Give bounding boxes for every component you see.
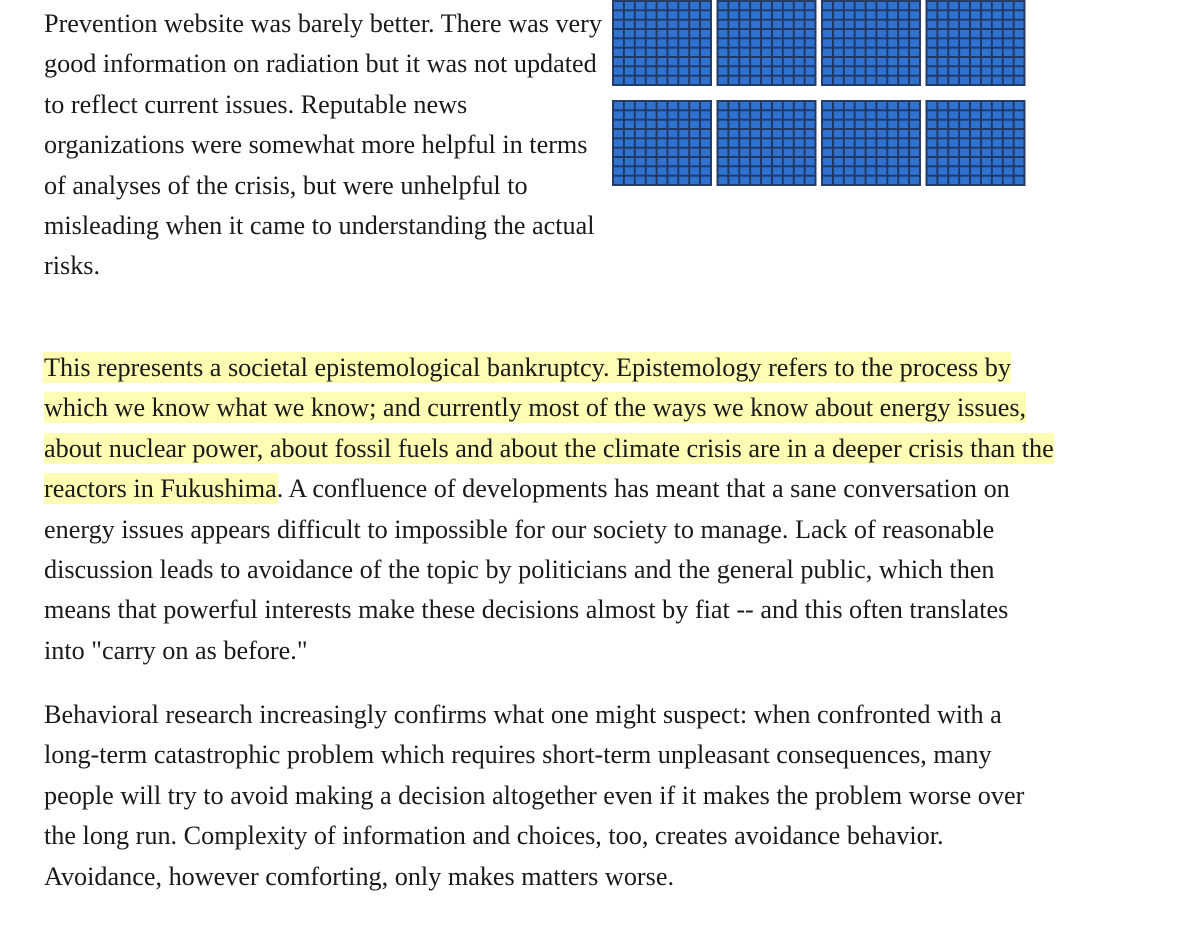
paragraph-intro: Prevention website was barely better. There was very good information on radiation but it was not updated to reflect current issues. Reputable news organizations were somewhat more helpful in terms of analyses of the crisis, but were unhelpful to misleading when it came to understanding the actual risks. — [44, 9, 602, 281]
paragraph-behavioral-research: Behavioral research increasingly confirms what one might suspect: when confronted with a long-term catastrophic problem which requires short-term unpleasant consequences, many people will try to avoid making a decision altogether even if it makes the problem worse over the long run. Complexity of information and choices, too, creates avoidance behavior. Avoidance, however comforting, only makes matters worse. — [44, 700, 1025, 891]
solar-panel-grid-icon — [612, 0, 1026, 186]
highlighted-text: This represents a societal epistemological bankruptcy. Epistemology refers to the process by which we know what we know; and currently most of the ways we know about energy issues, about nuclear power, about fossil fuels and about the climate crisis are in a deeper crisis than the reactors in Fukushima — [44, 353, 1054, 504]
paragraph-epistemology — [44, 348, 1054, 671]
paragraph-epistemology-rest: . A confluence of developments has meant that a sane conversation on energy issues appears difficult to impossible for our society to manage. Lack of reasonable discussion leads to avoidance of the topic by politicians and the general public, which then means that powerful interests make these decisions almost by fiat -- and this often translates into "carry on as before." — [44, 474, 1010, 665]
